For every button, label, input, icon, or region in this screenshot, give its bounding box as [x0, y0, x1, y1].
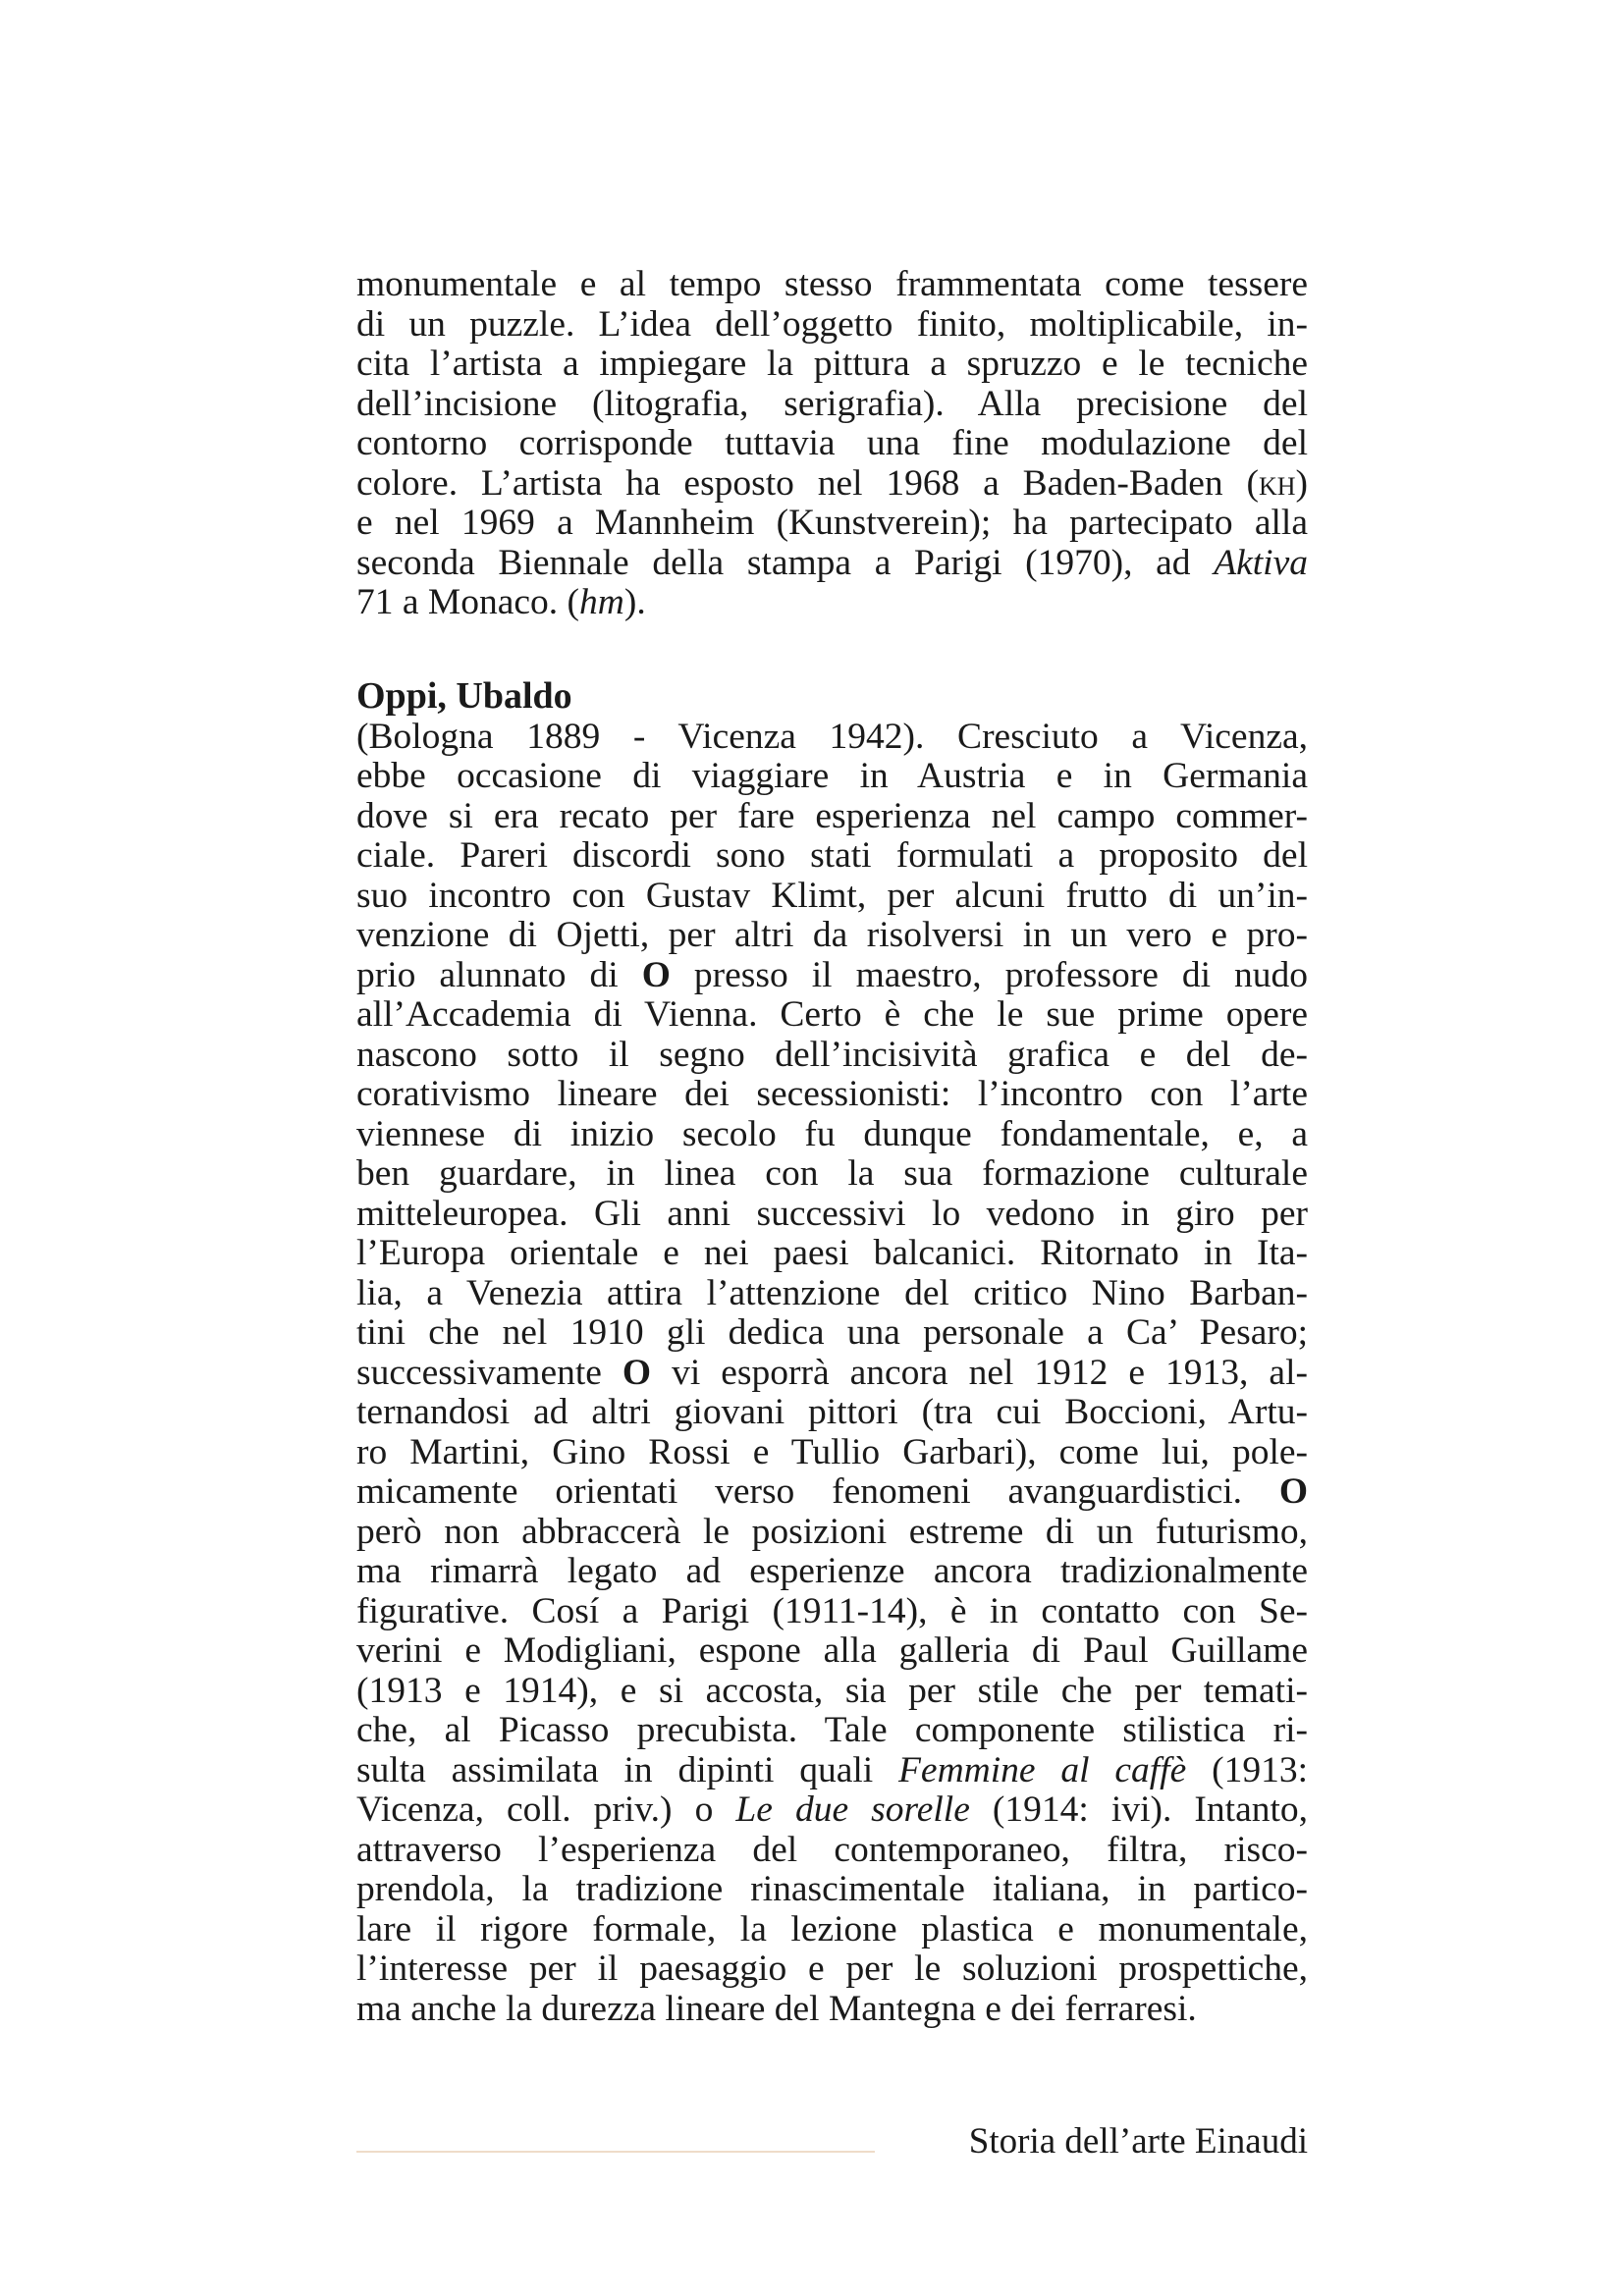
- previous-entry-tail: [356, 265, 1308, 623]
- text-line: ma anche la durezza lineare del Mantegna e dei ferraresi.: [356, 1988, 1197, 2029]
- text-line: dove si era recato per fare esperienza nel campo commer-: [356, 795, 1308, 836]
- text-line: e nel 1969 a Mannheim (Kunstverein); ha partecipato alla: [356, 503, 1308, 543]
- text-line: 71 a Monaco. (hm).: [356, 582, 646, 622]
- text-line: verini e Modigliani, espone alla galleria di Paul Guillame: [356, 1630, 1308, 1671]
- text-line: ternandosi ad altri giovani pittori (tra cui Boccioni, Artu-: [356, 1392, 1308, 1432]
- text-line: suo incontro con Gustav Klimt, per alcuni frutto di un’in-: [356, 875, 1308, 916]
- text-line: cita l’artista a impiegare la pittura a spruzzo e le tecniche: [356, 344, 1308, 384]
- entry-body: [356, 718, 1308, 2030]
- text-line: lia, a Venezia attira l’attenzione del critico Nino Barban-: [356, 1272, 1308, 1313]
- text-line: figurative. Cosí a Parigi (1911-14), è in contatto con Se-: [356, 1590, 1308, 1631]
- text-line: sulta assimilata in dipinti quali Femmine al caffè (1913:: [356, 1749, 1308, 1790]
- text-line: mitteleuropea. Gli anni successivi lo vedono in giro per: [356, 1193, 1308, 1234]
- text-line: seconda Biennale della stampa a Parigi (1970), ad Aktiva: [356, 542, 1308, 583]
- text-line: nascono sotto il segno dell’incisività grafica e del de-: [356, 1034, 1308, 1075]
- text-line: di un puzzle. L’idea dell’oggetto finito, moltiplicabile, in-: [356, 303, 1308, 345]
- text-line: ciale. Pareri discordi sono stati formulati a proposito del: [356, 835, 1308, 876]
- text-line: (1913 e 1914), e si accosta, sia per stile che per temati-: [356, 1670, 1308, 1711]
- text-line: lare il rigore formale, la lezione plastica e monumentale,: [356, 1908, 1308, 1949]
- text-line: l’Europa orientale e nei paesi balcanici. Ritornato in Ita-: [356, 1233, 1308, 1273]
- text-line: contorno corrisponde tuttavia una fine modulazione del: [356, 423, 1308, 463]
- text-line: all’Accademia di Vienna. Certo è che le sue prime opere: [356, 994, 1308, 1035]
- footer-rule: [356, 2151, 875, 2153]
- text-line: che, al Picasso precubista. Tale componente stilistica ri-: [356, 1710, 1308, 1750]
- text-line: tini che nel 1910 gli dedica una personale a Ca’ Pesaro;: [356, 1312, 1308, 1353]
- text-line: micamente orientati verso fenomeni avanguardistici. O: [356, 1471, 1308, 1512]
- text-line: viennese di inizio secolo fu dunque fondamentale, e, a: [356, 1113, 1308, 1154]
- text-column: [356, 265, 1308, 2029]
- text-line: Vicenza, coll. priv.) o Le due sorelle (1914: ivi). Intanto,: [356, 1789, 1309, 1830]
- entry-heading: Oppi, Ubaldo: [356, 674, 572, 717]
- text-line: attraverso l’esperienza del contemporaneo, filtra, risco-: [356, 1829, 1308, 1870]
- footer-label: Storia dell’arte Einaudi: [968, 2121, 1308, 2162]
- text-line: venzione di Ojetti, per altri da risolversi in un vero e pro-: [356, 915, 1308, 955]
- text-line: ro Martini, Gino Rossi e Tullio Garbari), come lui, pole-: [356, 1431, 1308, 1472]
- text-line: però non abbraccerà le posizioni estreme di un futurismo,: [356, 1511, 1308, 1552]
- text-line: prendola, la tradizione rinascimentale italiana, in partico-: [356, 1869, 1308, 1909]
- text-line: (Bologna 1889 - Vicenza 1942). Cresciuto a Vicenza,: [356, 716, 1308, 757]
- text-line: corativismo lineare dei secessionisti: l’incontro con l’arte: [356, 1074, 1308, 1114]
- text-line: ebbe occasione di viaggiare in Austria e in Germania: [356, 756, 1308, 796]
- text-line: successivamente O vi esporrà ancora nel 1912 e 1913, al-: [356, 1352, 1308, 1393]
- text-line: ben guardare, in linea con la sua formazione culturale: [356, 1153, 1308, 1194]
- text-line: prio alunnato di O presso il maestro, professore di nudo: [356, 954, 1309, 995]
- text-line: ma rimarrà legato ad esperienze ancora tradizionalmente: [356, 1551, 1308, 1591]
- text-line: l’interesse per il paesaggio e per le soluzioni prospettiche,: [356, 1949, 1308, 1989]
- text-line: dell’incisione (litografia, serigrafia). Alla precisione del: [356, 383, 1308, 424]
- text-line: monumentale e al tempo stesso frammentata come tessere: [356, 264, 1308, 304]
- text-line: colore. L’artista ha esposto nel 1968 a Baden-Baden (kh): [356, 462, 1308, 504]
